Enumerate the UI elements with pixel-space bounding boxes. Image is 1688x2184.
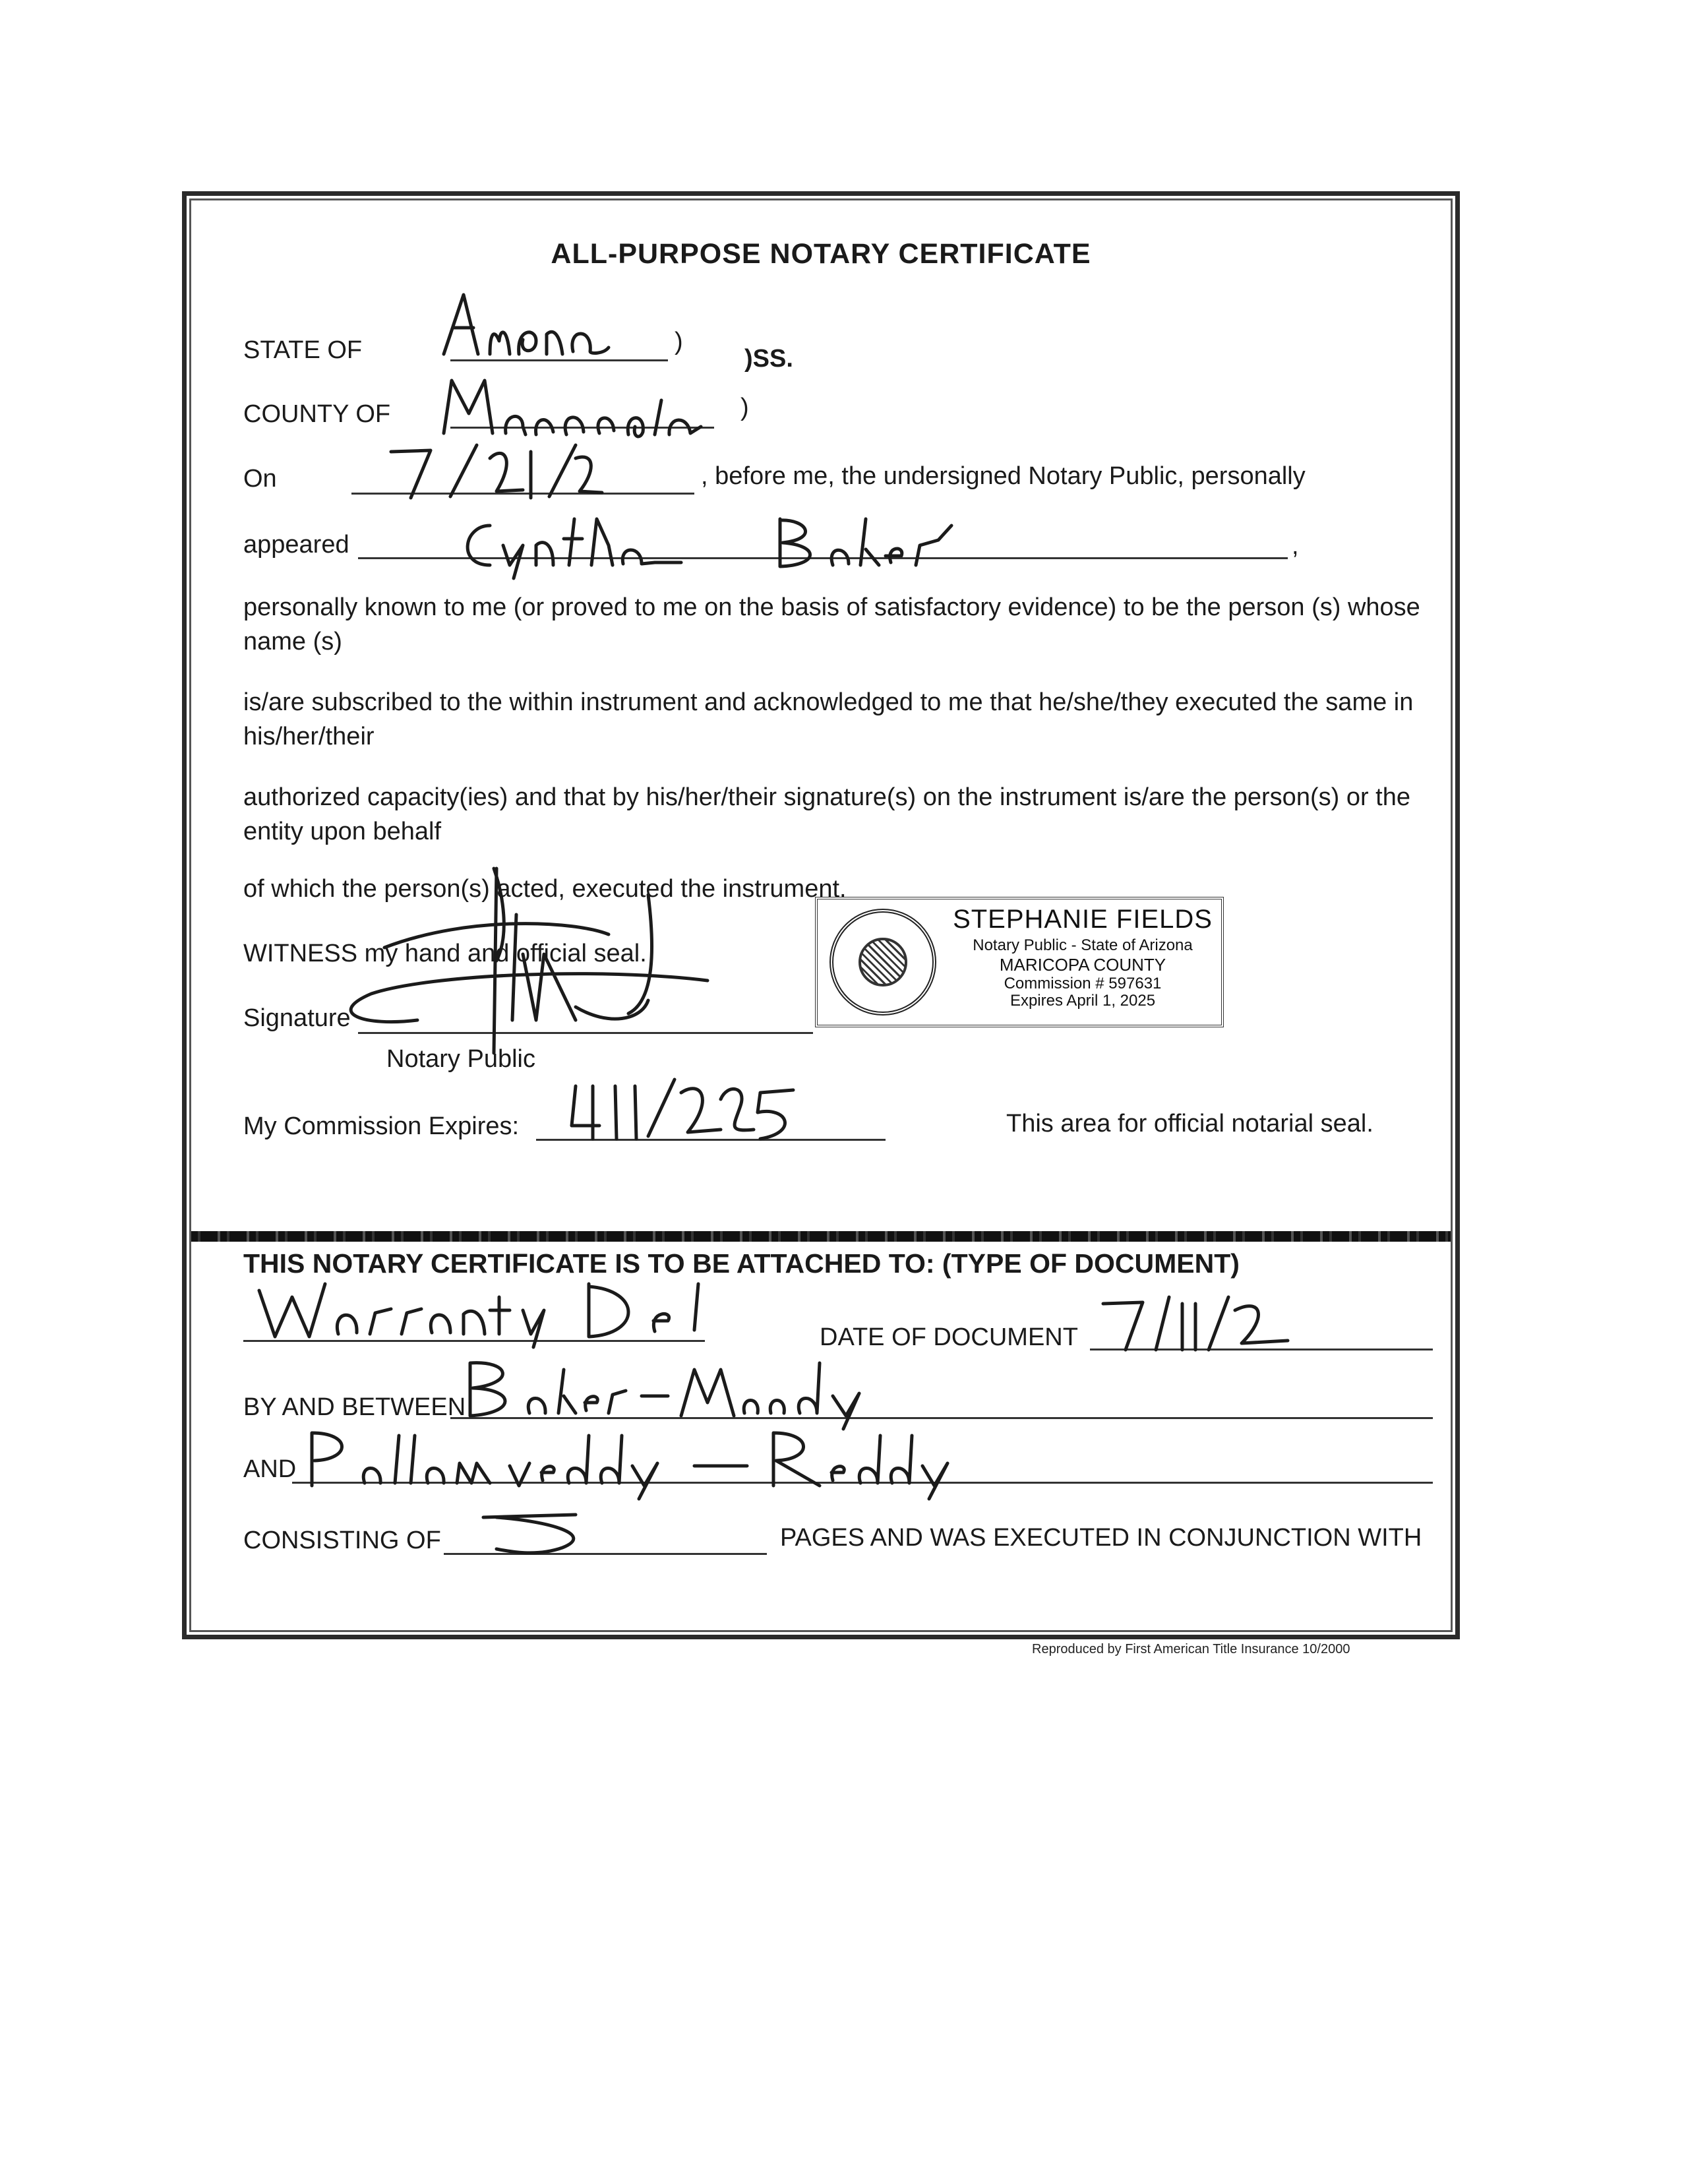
ss-mark: )SS. (744, 345, 793, 373)
state-label: STATE OF (243, 336, 363, 364)
commission-handwriting (562, 1073, 813, 1145)
acknowledgment-paragraph-2: is/are subscribed to the within instrument and acknowledged to me that he/she/they executed the same in his/her/their (243, 688, 1414, 750)
county-label: COUNTY OF (243, 400, 391, 428)
appeared-label: appeared (243, 531, 349, 559)
acknowledgment-paragraph-1: personally known to me (or proved to me on the basis of satisfactory evidence) to be the person (s) whose name (s) (243, 593, 1420, 655)
and-handwriting (299, 1420, 1156, 1499)
pages-text: PAGES AND WAS EXECUTED IN CONJUNCTION WITH (780, 1524, 1422, 1552)
and-label: AND (243, 1455, 297, 1483)
notary-certificate-form (182, 191, 1460, 1639)
footer-credit: Reproduced by First American Title Insurance 10/2000 (1032, 1642, 1350, 1656)
seal-line-4: Expires April 1, 2025 (1010, 992, 1156, 1010)
on-label: On (243, 465, 277, 493)
state-handwriting (437, 288, 688, 367)
date-of-document-label: DATE OF DOCUMENT (820, 1323, 1078, 1351)
notary-seal-stamp (815, 897, 1224, 1027)
notary-signature (299, 855, 721, 1073)
consisting-of-label: CONSISTING OF (243, 1527, 441, 1554)
before-me-text: , before me, the undersigned Notary Public, personally (701, 462, 1306, 490)
document-type-handwriting (246, 1271, 721, 1350)
date-of-document-handwriting (1097, 1290, 1294, 1356)
acknowledgment-paragraph-4: of which the person(s) acted, executed the instrument. (243, 875, 847, 903)
signature-label: Signature (243, 1004, 351, 1032)
pages-handwriting (457, 1508, 615, 1561)
commission-label: My Commission Expires: (243, 1112, 520, 1140)
seal-notary-name: STEPHANIE FIELDS (953, 905, 1213, 934)
attachment-title: THIS NOTARY CERTIFICATE IS TO BE ATTACHED TO: (TYPE OF DOCUMENT) (243, 1248, 1240, 1279)
date-handwriting (378, 439, 602, 504)
by-and-between-handwriting (457, 1350, 866, 1429)
paren-2: ) (740, 394, 749, 421)
appeared-comma: , (1292, 532, 1299, 560)
by-and-between-label: BY AND BETWEEN (243, 1393, 466, 1421)
paren-1: ) (675, 328, 683, 355)
state-seal-icon (829, 909, 936, 1016)
notary-public-label: Notary Public (386, 1045, 535, 1073)
county-handwriting (437, 374, 714, 446)
seal-line-1: Notary Public - State of Arizona (973, 936, 1193, 954)
seal-line-2: MARICOPA COUNTY (999, 955, 1166, 975)
section-divider (191, 1231, 1451, 1242)
seal-line-3: Commission # 597631 (1004, 975, 1162, 992)
witness-text: WITNESS my hand and official seal. (243, 940, 647, 967)
seal-area-note: This area for official notarial seal. (1006, 1110, 1373, 1138)
acknowledgment-paragraph-3: authorized capacity(ies) and that by his/her/their signature(s) on the instrument is/are the person(s) or the entity upon behalf (243, 783, 1410, 845)
appeared-handwriting (450, 506, 1031, 585)
certificate-title: ALL-PURPOSE NOTARY CERTIFICATE (551, 238, 1091, 270)
